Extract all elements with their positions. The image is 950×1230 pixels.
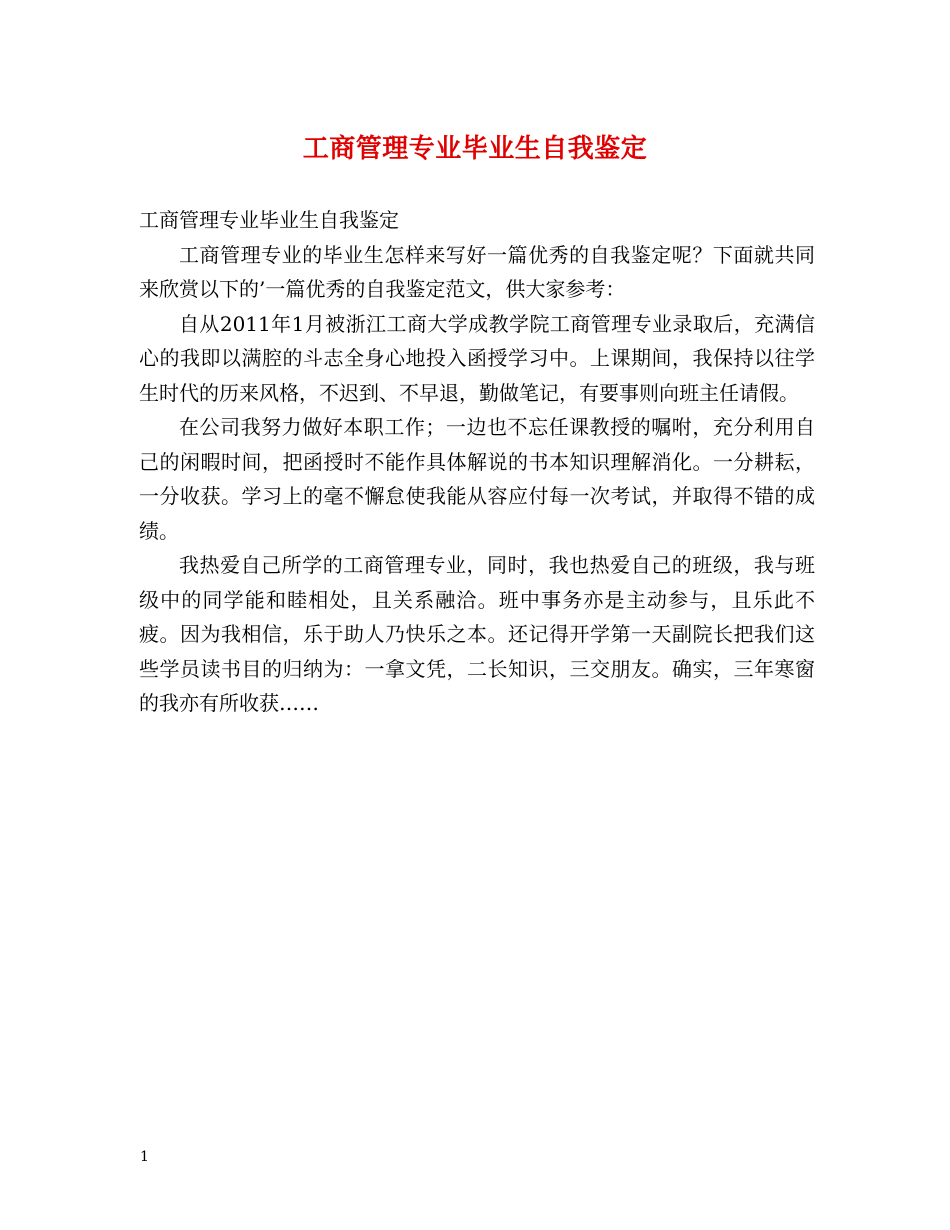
paragraph-work: 在公司我努力做好本职工作；一边也不忘任课教授的嘱咐，充分利用自己的闲暇时间，把函授时不能作具体解说的书本知识理解消化。一分耕耘，一分收获。学习上的毫不懈怠使我能从容应付每一次考试，并取得不错的成绩。 (139, 415, 815, 543)
document-body (139, 203, 815, 721)
paragraph-class: 我热爱自己所学的工商管理专业，同时，我也热爱自己的班级，我与班级中的同学能和睦相处，且关系融洽。班中事务亦是主动参与，且乐此不疲。因为我相信，乐于助人乃快乐之本。还记得开学第一天副院长把我们这些学员读书目的归纳为：一拿文凭，二长知识，三交朋友。确实，三年寒窗的我亦有所收获…… (139, 553, 815, 715)
page-number: 1 (140, 1149, 149, 1165)
document-subtitle: 工商管理专业毕业生自我鉴定 (139, 208, 399, 232)
page-title: 工商管理专业毕业生自我鉴定 (302, 134, 648, 164)
paragraph-study: 自从2011年1月被浙江工商大学成教学院工商管理专业录取后，充满信心的我即以满腔的斗志全身心地投入函授学习中。上课期间，我保持以往学生时代的历来风格，不迟到、不早退，勤做笔记，有要事则向班主任请假。 (139, 311, 815, 405)
paragraph-intro: 工商管理专业的毕业生怎样来写好一篇优秀的自我鉴定呢？下面就共同来欣赏以下的’一篇优秀的自我鉴定范文，供大家参考： (139, 242, 815, 301)
